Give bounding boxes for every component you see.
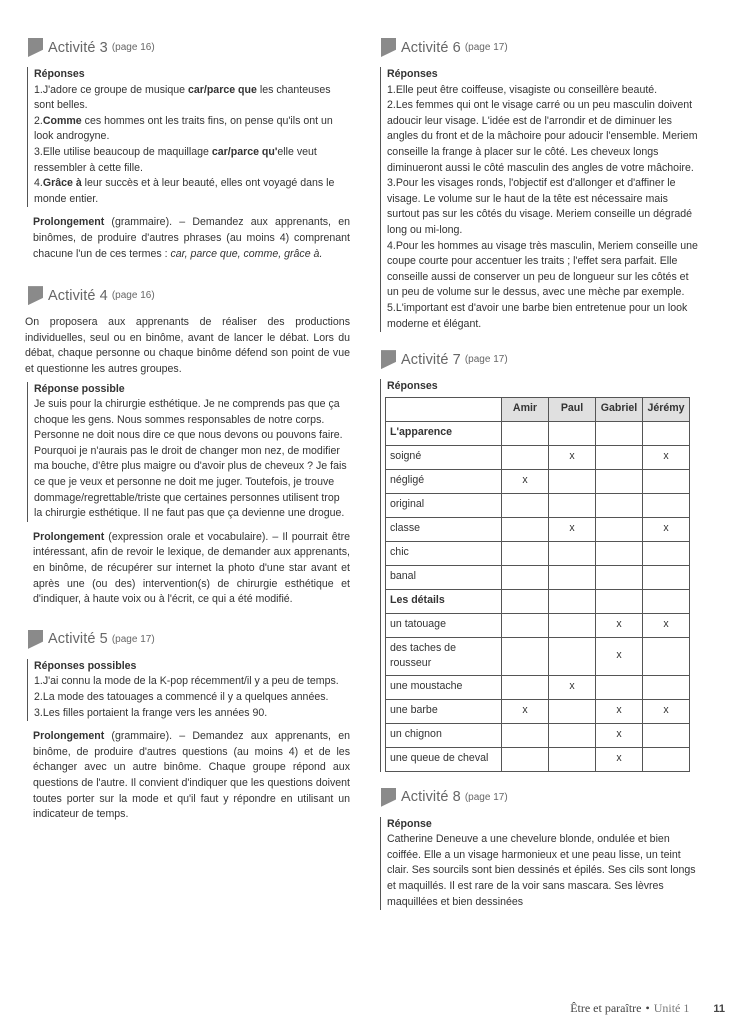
mark-cell (596, 493, 643, 517)
item-text: L'important est d'avoir une barbe bien entretenue pour un look moderne et élégant. (387, 301, 688, 330)
table-row (386, 565, 690, 589)
table-row (386, 445, 690, 469)
answer-item (387, 98, 700, 176)
table-header-row (386, 397, 690, 421)
mark-cell (502, 637, 549, 675)
item-number: 3. (34, 706, 43, 719)
mark-cell (502, 675, 549, 699)
activity-marker-icon (381, 38, 396, 57)
mark-cell (549, 747, 596, 771)
activity-3 (25, 38, 350, 262)
answer-label: Réponse (387, 817, 432, 830)
mark-cell (502, 493, 549, 517)
item-number: 1. (34, 83, 43, 96)
mark-cell: x (549, 445, 596, 469)
row-label: original (386, 493, 502, 517)
extension-text: (grammaire). – Demandez aux apprenants, en binômes, de produire d'autres phrases (au moins 4) comprenant chacune l'un de ces termes : (33, 216, 350, 260)
mark-cell: x (596, 613, 643, 637)
answer-item (34, 83, 350, 114)
item-text: Les filles portaient la frange vers les années 90. (42, 706, 268, 719)
activity-6-page: (page 17) (464, 42, 508, 53)
item-text: Pour les hommes au visage très masculin, Meriem conseille une coupe courte pour accentuer les traits ; l'effet sera parfait. Elle conseille aussi de conserver un peu de longueur sur les côtés et un peu de volume sur le dessus, avec une mèche par exemple. (387, 239, 698, 299)
row-label: Les détails (386, 589, 502, 613)
item-text: leur succès et à leur beauté, elles ont voyagé dans le monde entier. (34, 177, 335, 205)
activity-6-header (381, 38, 700, 57)
mark-cell (596, 541, 643, 565)
row-label: classe (386, 517, 502, 541)
mark-cell: x (502, 699, 549, 723)
answer-item (387, 239, 700, 301)
column-header: Amir (502, 397, 549, 421)
answer-item (34, 706, 350, 722)
mark-cell (549, 589, 596, 613)
answers-label: Réponses possibles (34, 659, 137, 672)
item-text: Pour les visages ronds, l'objectif est d'allonger et d'affiner le visage. Le volume sur le haut de la tête est nécessaire mais surtout pas sur les côtés du visage. Meriem conseille un dégradé long ou mi-long. (387, 177, 693, 236)
item-number: 2. (34, 114, 43, 127)
mark-cell (502, 747, 549, 771)
mark-cell: x (596, 747, 643, 771)
table-row (386, 517, 690, 541)
mark-cell (643, 541, 690, 565)
activity-7-page: (page 17) (464, 354, 508, 366)
item-number: 5. (387, 301, 396, 314)
activity-marker-icon (381, 788, 396, 807)
activity-3-answers (27, 67, 350, 207)
table-row (386, 675, 690, 699)
activity-5-page: (page 17) (111, 633, 155, 645)
activity-7 (378, 350, 700, 772)
item-text: J'adore ce groupe de musique (42, 83, 188, 96)
table-row (386, 699, 690, 723)
activity-7-header (381, 350, 700, 369)
book-title: Être et paraître (570, 1001, 642, 1015)
page-number: 11 (713, 1002, 725, 1015)
item-number: 3. (387, 177, 396, 190)
activity-6 (378, 38, 700, 332)
table-body (386, 421, 690, 771)
activity-4-page: (page 16) (111, 290, 155, 302)
activity-7-answers (380, 379, 700, 772)
mark-cell (643, 589, 690, 613)
row-label: un tatouage (386, 613, 502, 637)
footer-separator: • (645, 1001, 650, 1015)
mark-cell (596, 421, 643, 445)
activity-3-page: (page 16) (111, 42, 155, 53)
mark-cell (502, 613, 549, 637)
item-number: 1. (34, 675, 43, 688)
mark-cell (596, 675, 643, 699)
activity-8 (378, 788, 700, 911)
mark-cell (596, 445, 643, 469)
answer-label: Réponse possible (34, 382, 125, 395)
mark-cell (502, 421, 549, 445)
answer-item (34, 674, 350, 690)
table-row (386, 637, 690, 675)
mark-cell (502, 723, 549, 747)
item-number: 2. (387, 99, 396, 112)
mark-cell (549, 421, 596, 445)
mark-cell (596, 469, 643, 493)
item-number: 1. (387, 83, 396, 96)
mark-cell (502, 517, 549, 541)
row-label: des taches de rousseur (386, 637, 502, 675)
activity-4-title: Activité 4 (48, 287, 108, 304)
mark-cell: x (643, 613, 690, 637)
answer-text: Je suis pour la chirurgie esthétique. Je ne comprends pas que ça choque les gens. Nous sommes responsables de notre corps. Personne ne doit nous dire ce que nous devons ou pouvons faire. Pourquoi je n'aurais pas le droit de changer mon nez, de modifier ma bouche, d'être plus maigre ou d'avoir plus de cheveux ? Je fais ce que je veux et personne ne doit me juger. Toutefois, je trouve dommage/regrettable/triste que certaines personnes utilisent trop la chirurgie esthétique. Il ne faut pas que ça devienne une drogue. (34, 398, 347, 520)
table-row (386, 613, 690, 637)
activity-5-title: Activité 5 (48, 631, 108, 648)
extension-label: Prolongement (33, 530, 105, 543)
mark-cell (643, 675, 690, 699)
activity-8-header (381, 788, 700, 807)
item-text: Les femmes qui ont le visage carré ou un peu masculin doivent adoucir leur visage. L'idée est de l'arrondir et de diminuer les angles du front et de la mâchoire pour adoucir l'ensemble. Meriem conseille la frange à placer sur le côté. Les cheveux longs diminueront aussi le côté masculin des angles de votre mâchoire. (387, 99, 698, 174)
activity-6-title: Activité 6 (401, 39, 461, 56)
extension-label: Prolongement (33, 216, 105, 229)
item-text: ces hommes ont les traits fins, on pense qu'ils ont un look androgyne. (34, 114, 333, 143)
row-label: un chignon (386, 723, 502, 747)
mark-cell (643, 469, 690, 493)
row-label: négligé (386, 469, 502, 493)
left-column (25, 38, 350, 827)
item-bold: Grâce à (42, 177, 82, 190)
activity-8-title: Activité 8 (401, 789, 461, 806)
answer-item (34, 690, 350, 706)
extension-terms: car, parce que, comme, grâce à. (170, 247, 323, 260)
mark-cell: x (643, 517, 690, 541)
item-text: Elle utilise beaucoup de maquillage (42, 145, 212, 158)
mark-cell (502, 541, 549, 565)
page-footer (570, 1001, 725, 1016)
activity-marker-icon (381, 350, 396, 369)
mark-cell (643, 565, 690, 589)
item-text: elle veut ressembler à cette fille. (34, 145, 317, 174)
item-text: La mode des tatouages a commencé il y a quelques années. (42, 691, 329, 703)
mark-cell: x (596, 699, 643, 723)
activity-4-intro: On proposera aux apprenants de réaliser des productions individuelles, seul ou en binôme, avant de lancer le débat. Lors du débat, chaque personne ou chaque binôme défend son point de vue et questionne les autres groupes. (25, 316, 350, 375)
item-number: 2. (34, 691, 43, 703)
mark-cell: x (596, 637, 643, 675)
right-column (378, 38, 700, 918)
activity-8-page: (page 17) (464, 791, 508, 803)
table-row (386, 541, 690, 565)
answer-item (34, 114, 350, 145)
mark-cell (502, 565, 549, 589)
answers-table (385, 397, 690, 772)
item-text: Elle peut être coiffeuse, visagiste ou conseillère beauté. (395, 83, 658, 96)
mark-cell (549, 565, 596, 589)
mark-cell (549, 493, 596, 517)
item-number: 4. (387, 239, 396, 252)
activity-7-title: Activité 7 (401, 351, 461, 368)
table-row (386, 469, 690, 493)
extension-label: Prolongement (33, 730, 105, 743)
item-bold: car/parce qu' (211, 145, 278, 158)
mark-cell (549, 469, 596, 493)
activity-4-header (28, 286, 350, 305)
mark-cell (596, 565, 643, 589)
mark-cell: x (643, 699, 690, 723)
activity-3-header (28, 38, 350, 57)
mark-cell (596, 589, 643, 613)
table-section-row (386, 421, 690, 445)
mark-cell (643, 747, 690, 771)
activity-4 (25, 286, 350, 608)
mark-cell (643, 421, 690, 445)
item-number: 3. (34, 145, 43, 158)
item-number: 4. (34, 177, 43, 190)
mark-cell (549, 541, 596, 565)
answer-item (387, 301, 700, 332)
answer-item (387, 83, 700, 99)
column-header: Gabriel (596, 397, 643, 421)
row-label: une queue de cheval (386, 747, 502, 771)
activity-5-extension (33, 729, 350, 823)
mark-cell (549, 637, 596, 675)
answer-text: Catherine Deneuve a une chevelure blonde, ondulée et bien coiffée. Elle a un visage harmonieux et une peau lisse, un teint clair. Ses sourcils sont bien dessinés et épilés. Ses cils sont longs et maquillés. Il est rare de la voir sans mascara. Ses lèvres maquillées et bien dessinées (387, 833, 696, 908)
table-row (386, 493, 690, 517)
item-bold: Comme (42, 114, 82, 127)
item-text: J'ai connu la mode de la K-pop récemment/il y a peu de temps. (42, 675, 339, 688)
mark-cell (643, 637, 690, 675)
mark-cell (643, 723, 690, 747)
mark-cell: x (596, 723, 643, 747)
column-header: Paul (549, 397, 596, 421)
table-section-row (386, 589, 690, 613)
activity-4-answer (27, 382, 350, 522)
answers-label: Réponses (34, 68, 85, 80)
mark-cell (549, 723, 596, 747)
activity-5 (25, 630, 350, 823)
mark-cell (502, 445, 549, 469)
row-label: chic (386, 541, 502, 565)
table-row (386, 747, 690, 771)
row-label: une barbe (386, 699, 502, 723)
column-header: Jérémy (643, 397, 690, 421)
table-corner-cell (386, 397, 502, 421)
mark-cell (643, 493, 690, 517)
mark-cell (549, 699, 596, 723)
row-label: L'apparence (386, 421, 502, 445)
mark-cell (596, 517, 643, 541)
unit-label: Unité 1 (653, 1001, 690, 1015)
answer-item (387, 176, 700, 238)
table-row (386, 723, 690, 747)
mark-cell: x (549, 517, 596, 541)
answer-item (34, 176, 350, 207)
mark-cell: x (502, 469, 549, 493)
activity-marker-icon (28, 38, 43, 57)
answer-item (34, 145, 350, 176)
row-label: soigné (386, 445, 502, 469)
row-label: une moustache (386, 675, 502, 699)
mark-cell: x (643, 445, 690, 469)
item-text: les chanteuses sont belles. (34, 83, 331, 112)
activity-marker-icon (28, 286, 43, 305)
activity-5-header (28, 630, 350, 649)
mark-cell: x (549, 675, 596, 699)
activity-6-answers (380, 67, 700, 332)
extension-text: (expression orale et vocabulaire). – Il pourrait être intéressant, afin de revoir le lexique, de demander aux apprenants, en binôme, de récupérer sur internet la photo d'une star avant et après une (ou des) intervention(s) de chirurgie esthétique et d'indiquer, à haute voix ou à l'écrit, ce qui a été modifié. (33, 530, 350, 606)
mark-cell (549, 613, 596, 637)
mark-cell (502, 589, 549, 613)
activity-8-answer (380, 817, 700, 911)
row-label: banal (386, 565, 502, 589)
answers-label: Réponses (387, 68, 438, 80)
activity-3-title: Activité 3 (48, 39, 108, 56)
activity-4-extension (33, 530, 350, 608)
activity-5-answers (27, 659, 350, 721)
activity-marker-icon (28, 630, 43, 649)
answers-label: Réponses (387, 380, 438, 393)
extension-text: (grammaire). – Demandez aux apprenants, en binôme, de produire d'autres questions (au moins 4) et de les échanger avec un autre binôme. Chaque groupe répond aux questions de l'autre. Il convient d'indiquer que les questions doivent toutes porter sur la mode et qu'il faut y répondre en utilisant un indicateur de temps. (33, 730, 350, 821)
item-bold: car/parce que (187, 83, 257, 96)
activity-3-extension (33, 215, 350, 262)
